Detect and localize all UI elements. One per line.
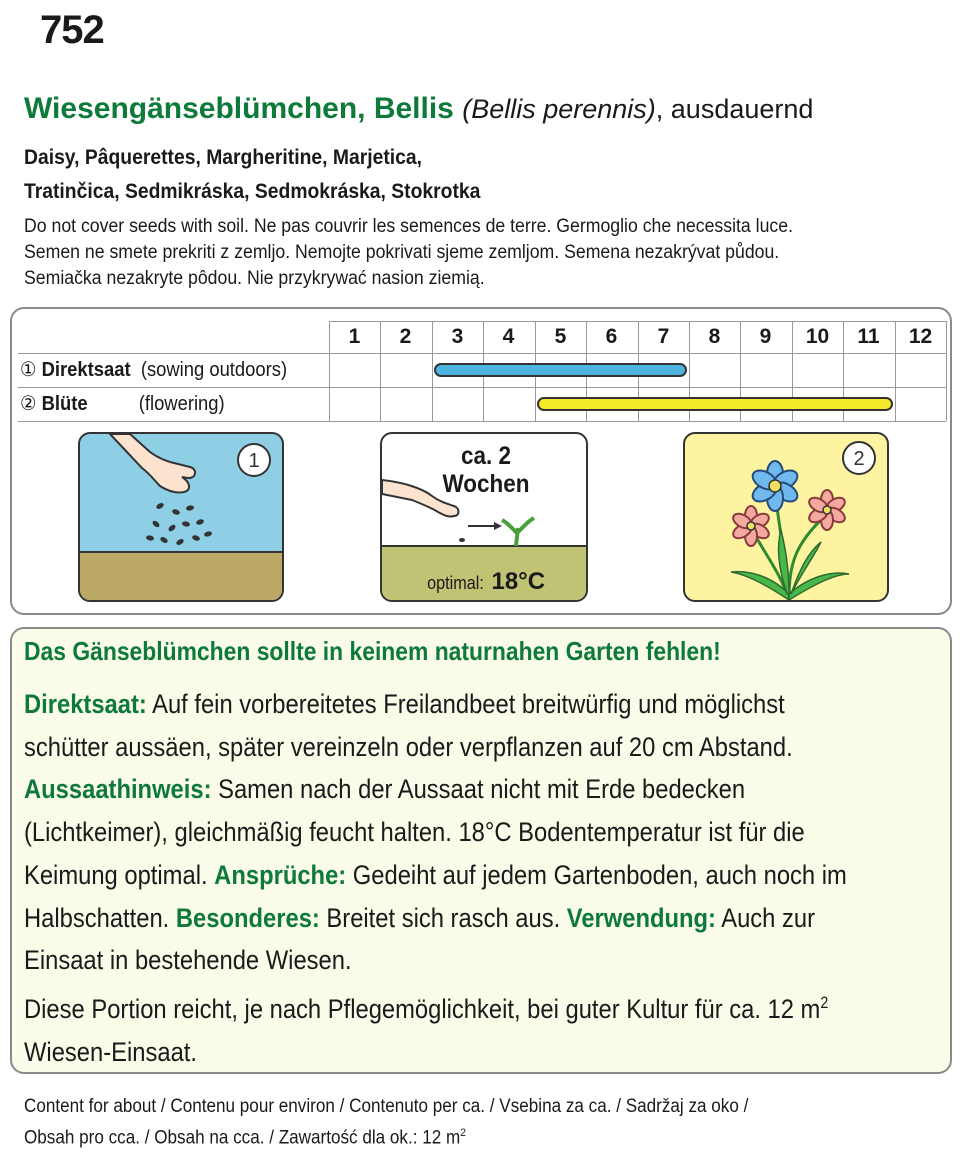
sowing-hint-line: Do not cover seeds with soil. Ne pas couvrir les semences de terre. Germoglio che necessita luce. <box>24 216 793 237</box>
sowing-hint-line: Semen ne smete prekriti z zemljo. Nemojte pokrivati sjeme zemljom. Semena nezakrývat půdou. <box>24 242 780 263</box>
month-header: 3 <box>451 325 464 348</box>
portion-text: Diese Portion reicht, je nach Pflegemöglichkeit, bei guter Kultur für ca. 12 m <box>24 993 821 1024</box>
label-verwendung: Verwendung: <box>566 902 716 933</box>
panel-germination <box>380 432 588 602</box>
headline: Das Gänseblümchen sollte in keinem naturnahen Garten fehlen! <box>24 636 721 666</box>
calendar-row-label: ② Blüte (flowering) <box>20 393 225 415</box>
grid-line-h <box>18 353 946 354</box>
grid-line-v <box>946 321 947 421</box>
title-latin: (Bellis perennis) <box>462 94 656 124</box>
month-header: 2 <box>399 325 412 348</box>
pink-flower-icon <box>731 506 772 546</box>
common-names-line-2: Tratinčica, Sedmikráska, Sedmokráska, Stokrotka <box>24 180 481 203</box>
month-header: 9 <box>759 325 772 348</box>
sowing-hint-line: Semiačka nezakryte pôdou. Nie przykrywać nasion ziemią. <box>24 268 485 289</box>
product-title <box>24 92 813 126</box>
grid-line-h <box>18 387 946 388</box>
label-aussaathinweis: Aussaathinweis: <box>24 774 212 805</box>
month-header: 4 <box>502 325 515 348</box>
month-header: 10 <box>805 325 830 348</box>
month-header: 1 <box>348 325 361 348</box>
month-header: 7 <box>657 325 670 348</box>
seeds-icon <box>146 502 213 546</box>
common-names-line-1: Daisy, Pâquerettes, Margheritine, Marjetica, <box>24 146 423 169</box>
marker-number: 2 <box>853 448 865 470</box>
period-bar <box>434 363 687 377</box>
period-bar <box>537 397 893 411</box>
calendar-row-label: ① Direktsaat (sowing outdoors) <box>20 359 288 381</box>
item-number: 752 <box>40 8 104 52</box>
grid-line-h <box>18 421 946 422</box>
month-header: 12 <box>908 325 933 348</box>
flower-illustration <box>685 434 889 602</box>
seed-icon <box>459 538 465 542</box>
sprout-icon <box>502 518 534 546</box>
month-header: 8 <box>708 325 721 348</box>
label-ansprueche: Ansprüche: <box>214 859 347 890</box>
label-besonderes: Besonderes: <box>175 902 320 933</box>
title-suffix: , ausdauernd <box>655 94 814 124</box>
hand-icon <box>110 434 195 493</box>
month-header: 6 <box>605 325 618 348</box>
marker-number: 1 <box>248 450 260 472</box>
sowing-illustration <box>80 434 284 602</box>
soil-layer <box>80 552 284 602</box>
month-header: 5 <box>554 325 567 348</box>
sowing-hint <box>24 214 793 292</box>
blue-flower-icon <box>749 461 800 511</box>
germination-temperature: optimal: 18°C <box>427 568 546 595</box>
label-direktsaat: Direktsaat: <box>24 689 147 719</box>
description: Direktsaat: Auf fein vorbereitetes Freilandbeet breitwürfig und möglichst schütter aussäen, später vereinzeln oder verpflanzen auf 20 cm Abstand. Aussaathinweis: Samen nach der Aussaat nicht mit Erde bedecken (Lichtkeimer), gleichmäßig feucht halten. 18°C Bodentemperatur ist für die Keimung optimal. Ansprüche: Gedeiht auf jedem Gartenboden, auch noch im Halbschatten. Besonderes: Breitet sich rasch aus. Verwendung: Auch zur Einsaat in bestehende Wiesen. Diese Portion reicht, je nach Pflegemöglichkeit, bei guter Kultur für ca. 12 $m^2$ Wiesen-Einsaat. <box>24 689 847 1067</box>
pink-flower-icon <box>807 490 848 530</box>
content-amount: Content for about / Contenu pour environ / Contenuto per ca. / Vsebina za ca. / Sadržaj za oko / Obsah pro cca. / Obsah na cca. / Zawartość dla ok.: 12 $m^2$ <box>24 1096 749 1149</box>
panel-flowering <box>683 432 889 602</box>
month-header: 11 <box>857 325 880 348</box>
title-name: Wiesengänseblümchen, Bellis <box>24 92 454 125</box>
panel-sowing <box>78 432 284 602</box>
germination-duration: ca. 2 Wochen <box>442 442 530 498</box>
